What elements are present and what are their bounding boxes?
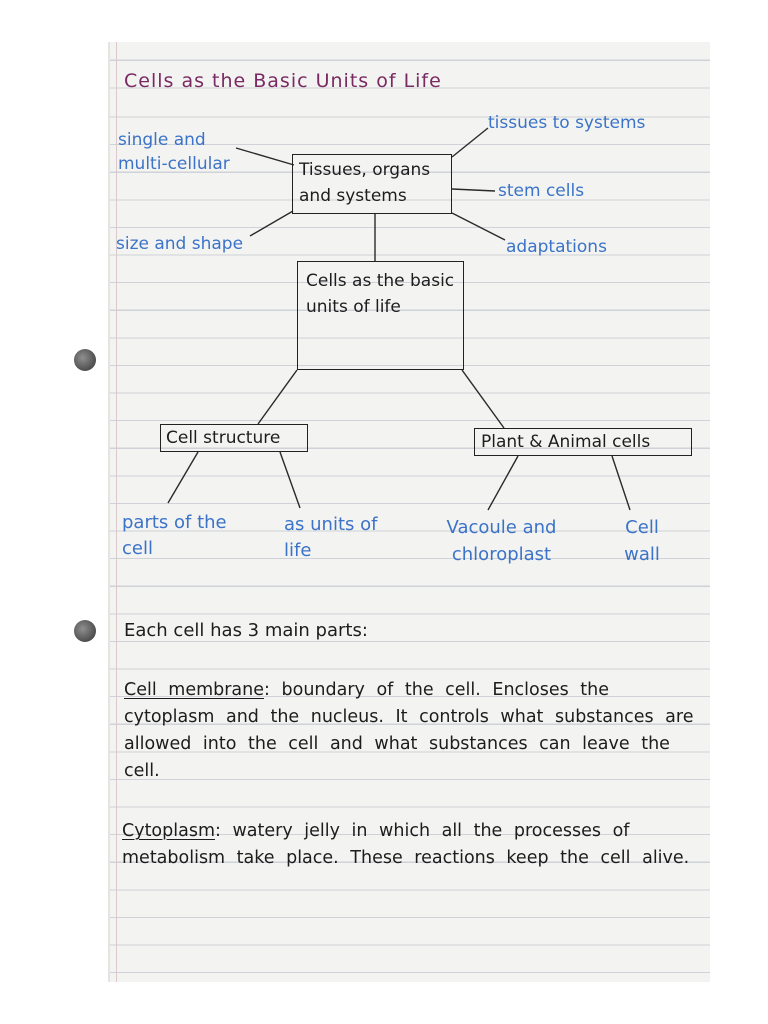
centre-box [297, 261, 464, 370]
connector-line [250, 211, 293, 236]
cell-structure-box [160, 424, 308, 452]
note-single-multicellular: single and multi-cellular [118, 130, 230, 174]
cell-structure-text: Cell structure [166, 428, 281, 448]
connector-line [462, 370, 504, 428]
hub-box [292, 154, 452, 214]
plant-animal-text: Plant & Animal cells [481, 432, 651, 452]
connector-line [612, 456, 630, 510]
page-title: Cells as the Basic Units of Life [124, 70, 442, 92]
membrane-paragraph: Cell membrane: boundary of the cell. Encloses the cytoplasm and the nucleus. It controls what substances are allowed into the cell and what substances can leave the cell. [124, 680, 694, 781]
connector-line [258, 370, 297, 424]
note-parts-of-cell: parts of the cell [122, 512, 227, 559]
connector-line [452, 189, 495, 191]
note-vacuole-chloroplast: Vacoule and chloroplast [446, 517, 557, 565]
membrane-term: Cell membrane [124, 680, 265, 700]
note-size-and-shape: size and shape [116, 234, 244, 254]
centre-text: Cells as the basic units of life [306, 271, 455, 317]
cytoplasm-paragraph: Cytoplasm: watery jelly in which all the processes of metabolism take place. These reactions keep the cell alive. [122, 821, 690, 868]
connector-line [452, 128, 488, 157]
cytoplasm-term: Cytoplasm [122, 821, 216, 841]
connector-line [452, 213, 505, 240]
note-tissues-to-systems: tissues to systems [488, 113, 646, 133]
connector-line [236, 148, 294, 165]
cytoplasm-definition: watery jelly in which all the processes of metabolism take place. These reactions keep the cell alive. [122, 821, 690, 868]
note-adaptations: adaptations [506, 237, 607, 257]
hub-text: Tissues, organs and systems [299, 160, 431, 206]
membrane-definition: boundary of the cell. Encloses the cytoplasm and the nucleus. It controls what substances are allowed into the cell and what substances can leave the cell. [124, 680, 694, 781]
connector-line [168, 452, 198, 503]
connector-line [280, 452, 300, 508]
connector-line [488, 456, 518, 510]
note-stem-cells: stem cells [498, 181, 585, 201]
note-cell-wall: Cell wall [624, 517, 660, 565]
intro-line: Each cell has 3 main parts: [124, 620, 368, 641]
note-units-of-life: as units of life [284, 514, 378, 561]
plant-animal-box [474, 428, 692, 456]
